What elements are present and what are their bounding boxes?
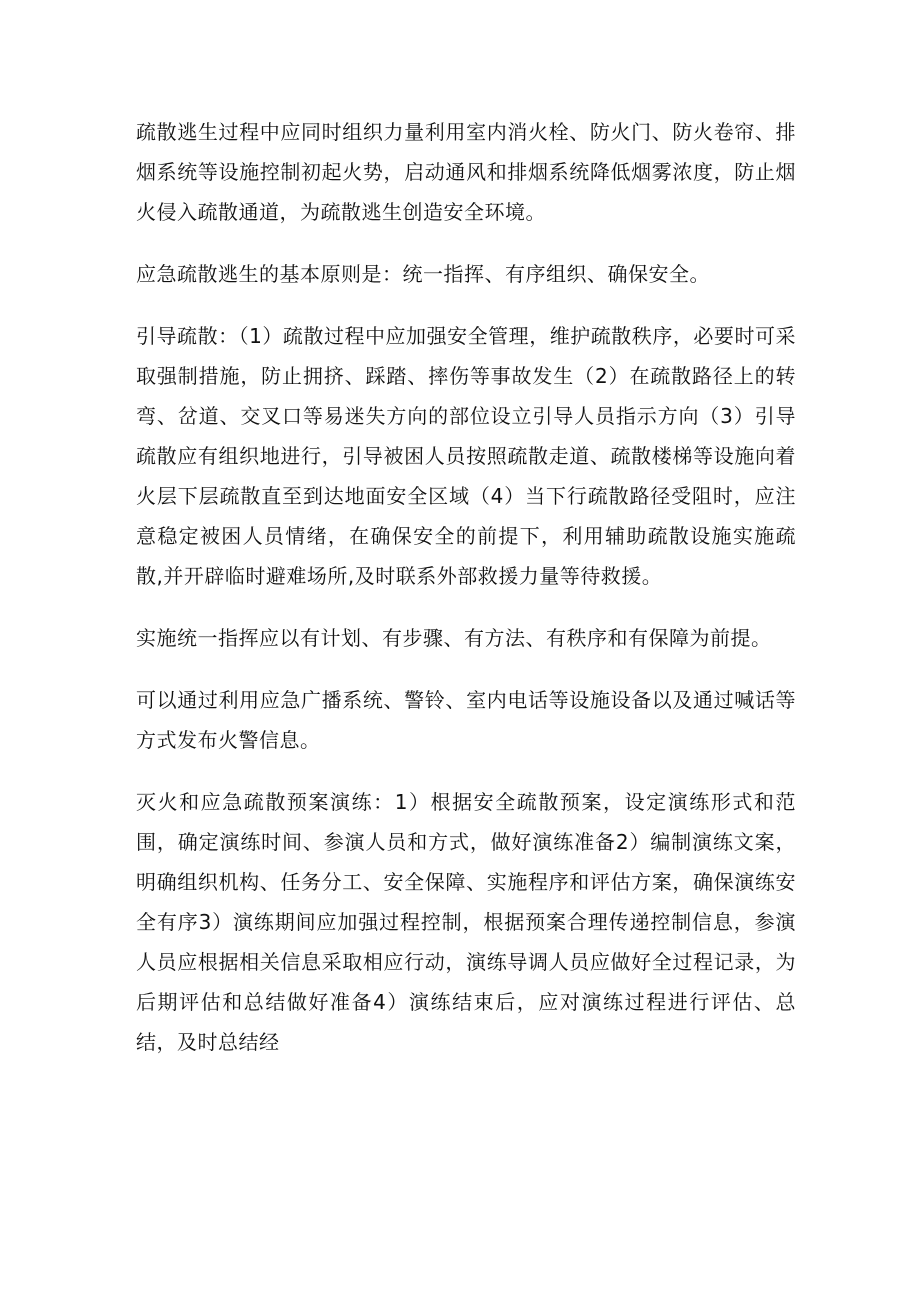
document-body [136, 112, 796, 1084]
paragraph-evacuation-fire-control: 疏散逃生过程中应同时组织力量利用室内消火栓、防火门、防火卷帘、排烟系统等设施控制初起火势，启动通风和排烟系统降低烟雾浓度，防止烟火侵入疏散通道，为疏散逃生创造安全环境。 [136, 120, 796, 224]
paragraph-drill-plan: 灭火和应急疏散预案演练：1）根据安全疏散预案，设定演练形式和范围，确定演练时间、参演人员和方式，做好演练准备2）编制演练文案，明确组织机构、任务分工、安全保障、实施程序和评估方案，确保演练安全有序3）演练期间应加强过程控制，根据预案合理传递控制信息，参演人员应根据相关信息采取相应行动，演练导调人员应做好全过程记录，为后期评估和总结做好准备4）演练结束后，应对演练过程进行评估、总结，及时总结经 [136, 790, 796, 1054]
paragraph-fire-alarm-broadcast: 可以通过利用应急广播系统、警铃、室内电话等设施设备以及通过喊话等方式发布火警信息。 [136, 688, 796, 752]
paragraph-basic-principles: 应急疏散逃生的基本原则是：统一指挥、有序组织、确保安全。 [136, 262, 710, 286]
paragraph-unified-command: 实施统一指挥应以有计划、有步骤、有方法、有秩序和有保障为前提。 [136, 626, 772, 650]
paragraph-guided-evacuation: 引导疏散：（1）疏散过程中应加强安全管理，维护疏散秩序，必要时可采取强制措施，防止拥挤、踩踏、摔伤等事故发生（2）在疏散路径上的转弯、岔道、交叉口等易迷失方向的部位设立引导人员指示方向（3）引导疏散应有组织地进行，引导被困人员按照疏散走道、疏散楼梯等设施向着火层下层疏散直至到达地面安全区域（4）当下行疏散路径受阻时，应注意稳定被困人员情绪，在确保安全的前提下，利用辅助疏散设施实施疏散,并开辟临时避难场所,及时联系外部救援力量等待救援。 [136, 324, 796, 588]
